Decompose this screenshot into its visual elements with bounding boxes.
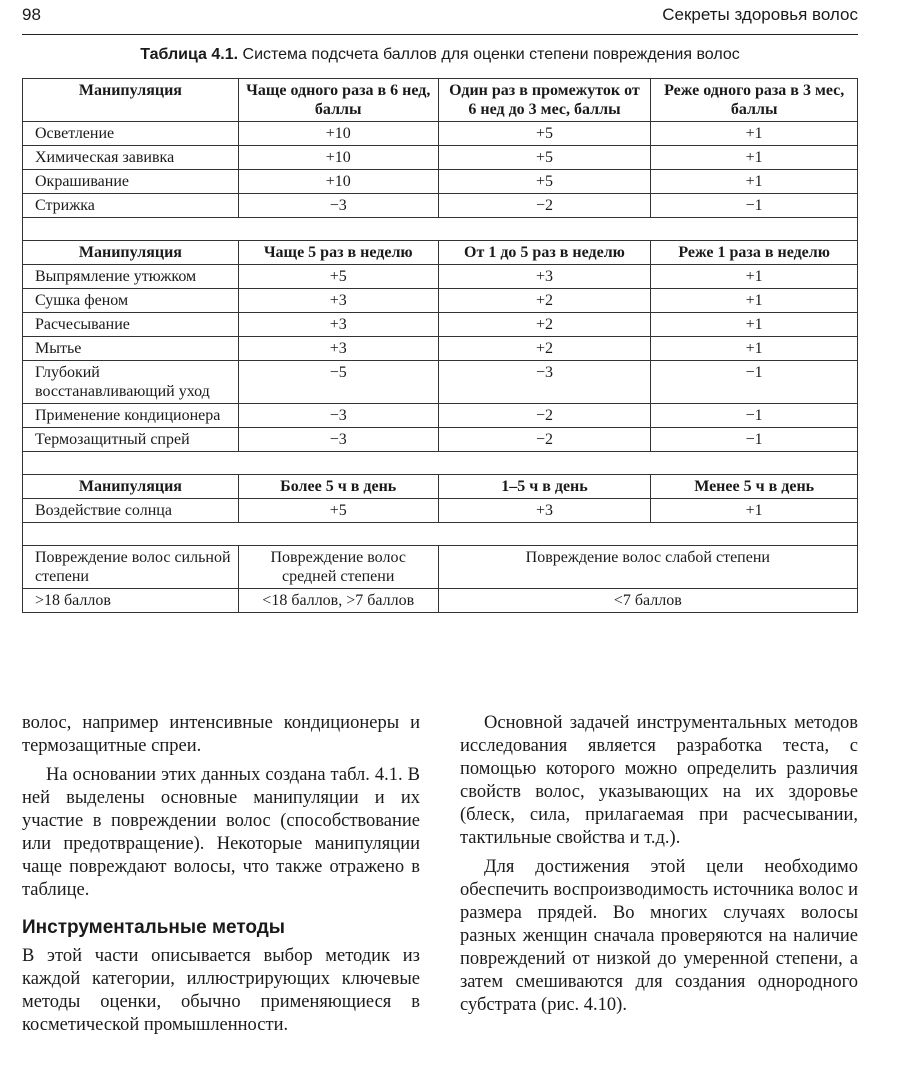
paragraph: волос, например интенсивные кондиционеры и термозащитные спреи. xyxy=(22,713,420,756)
column-header: 1–5 ч в день xyxy=(438,475,651,499)
manipulation-cell: Химическая завивка xyxy=(23,146,239,170)
table-row xyxy=(23,122,858,146)
score-cell: +2 xyxy=(438,289,651,313)
manipulation-cell: Сушка феном xyxy=(23,289,239,313)
running-title: Секреты здоровья волос xyxy=(662,5,858,24)
moderate-damage-label: Повреждение волос средней степени xyxy=(238,546,438,589)
manipulation-cell: Термозащитный спрей xyxy=(23,428,239,452)
score-cell: +5 xyxy=(238,265,438,289)
table-row xyxy=(23,265,858,289)
spacer-cell xyxy=(23,523,858,546)
left-text-column xyxy=(22,712,420,1043)
score-cell: +10 xyxy=(238,170,438,194)
column-header: Менее 5 ч в день xyxy=(651,475,858,499)
table-row xyxy=(23,170,858,194)
section-spacer-row xyxy=(23,218,858,241)
table-row xyxy=(23,146,858,170)
score-cell: +2 xyxy=(438,313,651,337)
spacer-cell xyxy=(23,218,858,241)
score-cell: +1 xyxy=(651,337,858,361)
manipulation-cell: Воздействие солнца xyxy=(23,499,239,523)
table-row xyxy=(23,361,858,404)
section-spacer-row xyxy=(23,452,858,475)
score-cell: −1 xyxy=(651,428,858,452)
section-heading: Инструментальные методы xyxy=(22,917,286,938)
table-row xyxy=(23,404,858,428)
table-caption xyxy=(22,46,858,64)
score-table xyxy=(22,78,858,613)
score-cell: +3 xyxy=(238,313,438,337)
column-header: Манипуляция xyxy=(23,475,239,499)
summary-value-row xyxy=(23,589,858,613)
severe-damage-value: >18 баллов xyxy=(23,589,239,613)
table-row xyxy=(23,194,858,218)
mild-damage-label: Повреждение волос слабой степени xyxy=(438,546,857,589)
score-cell: +3 xyxy=(238,289,438,313)
score-cell: −2 xyxy=(438,194,651,218)
manipulation-cell: Расчесывание xyxy=(23,313,239,337)
table-caption-label: Таблица 4.1. xyxy=(140,46,239,63)
mild-damage-value: <7 баллов xyxy=(438,589,857,613)
table-header-row xyxy=(23,475,858,499)
column-header: Манипуляция xyxy=(23,79,239,122)
score-cell: +5 xyxy=(438,146,651,170)
header-rule xyxy=(22,34,858,35)
manipulation-cell: Глубокий восстанавливающий уход xyxy=(23,361,239,404)
section-spacer-row xyxy=(23,523,858,546)
right-text-column xyxy=(460,712,858,1023)
score-cell: +1 xyxy=(651,499,858,523)
manipulation-cell: Выпрямление утюжком xyxy=(23,265,239,289)
summary-label-row xyxy=(23,546,858,589)
column-header: Один раз в промежуток от 6 нед до 3 мес, баллы xyxy=(438,79,651,122)
moderate-damage-value: <18 баллов, >7 баллов xyxy=(238,589,438,613)
manipulation-cell: Окрашивание xyxy=(23,170,239,194)
score-cell: +1 xyxy=(651,170,858,194)
column-header: Реже одного раза в 3 мес, баллы xyxy=(651,79,858,122)
score-cell: +5 xyxy=(438,170,651,194)
score-cell: +3 xyxy=(438,499,651,523)
score-cell: −1 xyxy=(651,361,858,404)
score-cell: +1 xyxy=(651,265,858,289)
score-cell: −3 xyxy=(238,194,438,218)
table-row xyxy=(23,499,858,523)
paragraph: Основной задачей инструментальных методов исследования является разработка теста, с помощью которого можно определить различия свойств волос, указывающих на их здоровье (блеск, сила, прилагаемая при расчесывании, тактильные свойства и т.д.). xyxy=(460,713,858,848)
column-header: Чаще одного раза в 6 нед, баллы xyxy=(238,79,438,122)
table-row xyxy=(23,428,858,452)
score-cell: +10 xyxy=(238,122,438,146)
table-row xyxy=(23,289,858,313)
score-cell: +5 xyxy=(238,499,438,523)
paragraph: В этой части описывается выбор методик из каждой категории, иллюстрирующих ключевые методы оценки, обычно применяющиеся в косметической промышленности. xyxy=(22,946,420,1035)
spacer-cell xyxy=(23,452,858,475)
score-cell: −5 xyxy=(238,361,438,404)
score-cell: +3 xyxy=(438,265,651,289)
manipulation-cell: Мытье xyxy=(23,337,239,361)
score-cell: +1 xyxy=(651,289,858,313)
column-header: Манипуляция xyxy=(23,241,239,265)
score-cell: +3 xyxy=(238,337,438,361)
score-cell: +10 xyxy=(238,146,438,170)
score-cell: +5 xyxy=(438,122,651,146)
score-cell: −3 xyxy=(438,361,651,404)
score-cell: −1 xyxy=(651,194,858,218)
paragraph: Для достижения этой цели необходимо обеспечить воспроизводимость источника волос и размера прядей. Во многих случаях волосы разных женщин сначала проверяются на наличие повреждений от низкой до умеренной степени, а затем смешиваются для создания однородного субстрата (рис. 4.10). xyxy=(460,857,858,1015)
column-header: От 1 до 5 раз в неделю xyxy=(438,241,651,265)
manipulation-cell: Стрижка xyxy=(23,194,239,218)
paragraph: На основании этих данных создана табл. 4.1. В ней выделены основные манипуляции и их участие в повреждении волос (способствование или предотвращение). Некоторые манипуляции чаще повреждают волосы, что также отражено в таблице. xyxy=(22,765,420,900)
table-row xyxy=(23,313,858,337)
severe-damage-label: Повреждение волос сильной степени xyxy=(23,546,239,589)
column-header: Реже 1 раза в неделю xyxy=(651,241,858,265)
score-cell: +1 xyxy=(651,313,858,337)
score-cell: +1 xyxy=(651,122,858,146)
score-cell: +2 xyxy=(438,337,651,361)
column-header: Более 5 ч в день xyxy=(238,475,438,499)
table-header-row xyxy=(23,241,858,265)
score-cell: −3 xyxy=(238,428,438,452)
score-cell: +1 xyxy=(651,146,858,170)
page-number: 98 xyxy=(22,5,41,24)
table-caption-text: Система подсчета баллов для оценки степени повреждения волос xyxy=(242,46,740,63)
table-row xyxy=(23,337,858,361)
table-header-row xyxy=(23,79,858,122)
score-cell: −2 xyxy=(438,428,651,452)
column-header: Чаще 5 раз в неделю xyxy=(238,241,438,265)
manipulation-cell: Применение кондиционера xyxy=(23,404,239,428)
score-cell: −3 xyxy=(238,404,438,428)
score-cell: −1 xyxy=(651,404,858,428)
manipulation-cell: Осветление xyxy=(23,122,239,146)
score-cell: −2 xyxy=(438,404,651,428)
